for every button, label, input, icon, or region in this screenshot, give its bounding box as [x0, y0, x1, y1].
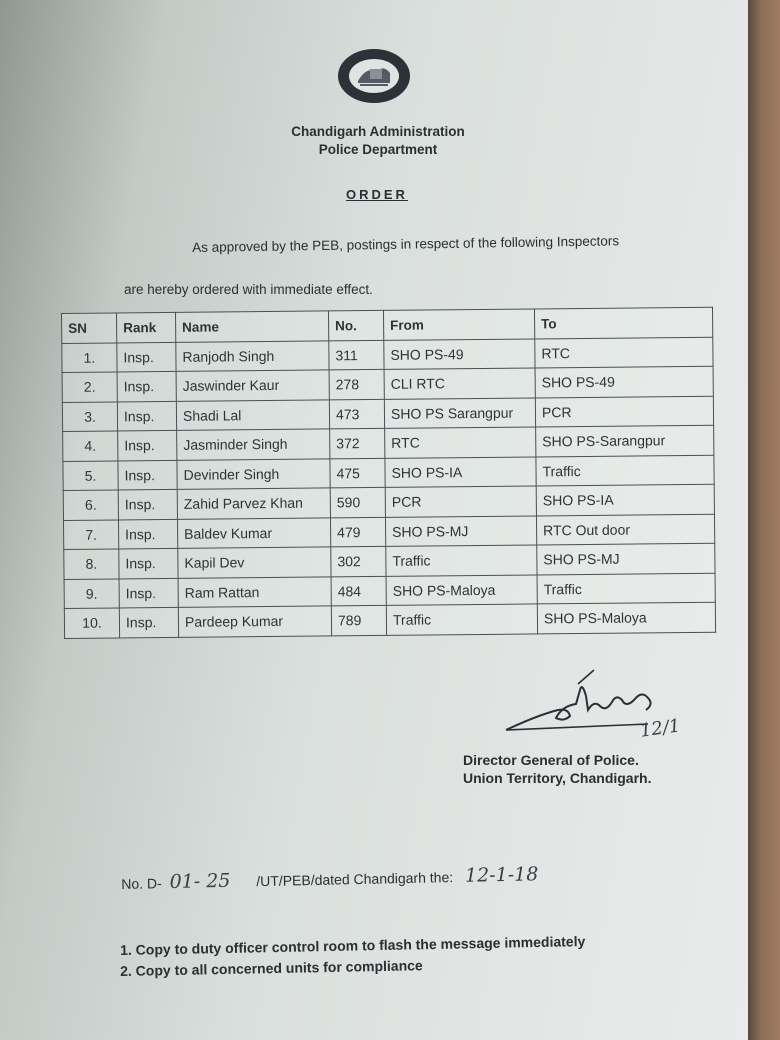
cell-sn: 10.: [64, 608, 119, 638]
cell-rank: Insp.: [118, 430, 177, 460]
cell-name: Shadi Lal: [176, 399, 329, 430]
cell-to: RTC: [535, 337, 713, 368]
cell-from: Traffic: [386, 545, 537, 576]
header-line-department: Police Department: [318, 142, 438, 157]
cell-to: Traffic: [537, 573, 715, 604]
cell-number: 475: [330, 458, 385, 488]
cell-sn: 2.: [62, 372, 117, 402]
cell-rank: Insp.: [118, 489, 177, 519]
cell-number: 789: [331, 605, 386, 635]
cell-to: SHO PS-49: [535, 366, 713, 397]
signature-date: 12/1: [638, 715, 682, 742]
reference-number: 01- 25: [169, 869, 231, 893]
column-header-to: To: [534, 307, 712, 338]
cell-to: RTC Out door: [536, 514, 714, 545]
signatory-designation: Director General of Police.: [463, 752, 639, 768]
desk-background: [748, 0, 780, 1040]
reference-date: 12-1-18: [464, 863, 539, 887]
cell-sn: 9.: [64, 578, 119, 608]
cell-rank: Insp.: [118, 519, 177, 549]
document-title: ORDER: [346, 187, 408, 202]
cell-name: Ram Rattan: [178, 576, 331, 607]
cell-from: CLI RTC: [384, 368, 535, 399]
cell-sn: 4.: [63, 431, 118, 461]
cell-from: PCR: [385, 486, 536, 517]
cell-from: SHO PS-49: [384, 338, 535, 369]
cell-to: SHO PS-MJ: [537, 543, 715, 574]
cell-sn: 3.: [62, 401, 117, 431]
cell-number: 590: [330, 487, 385, 517]
cell-name: Jasminder Singh: [177, 429, 330, 460]
cell-from: SHO PS-IA: [385, 456, 536, 487]
cell-from: Traffic: [386, 604, 537, 635]
column-header-number: No.: [328, 310, 383, 340]
cell-rank: Insp.: [117, 371, 176, 401]
cell-from: SHO PS-MJ: [385, 515, 536, 546]
cell-to: Traffic: [536, 455, 714, 486]
cell-sn: 5.: [63, 460, 118, 490]
cell-number: 311: [329, 340, 384, 370]
cell-rank: Insp.: [117, 401, 176, 431]
column-header-from: From: [383, 309, 534, 340]
cell-number: 479: [330, 517, 385, 547]
body-paragraph-line-1: As approved by the PEB, postings in respect of the following Inspectors: [192, 233, 620, 255]
cell-rank: Insp.: [119, 578, 178, 608]
column-header-sn: SN: [62, 313, 117, 343]
police-emblem-logo: [336, 47, 412, 105]
cell-rank: Insp.: [117, 342, 176, 372]
copy-instruction-1: 1. Copy to duty officer control room to flash the message immediately: [120, 933, 586, 958]
cell-name: Kapil Dev: [178, 547, 331, 578]
copy-instruction-2: 2. Copy to all concerned units for compliance: [120, 957, 423, 979]
cell-number: 473: [329, 399, 384, 429]
cell-name: Jaswinder Kaur: [176, 370, 329, 401]
cell-number: 484: [331, 576, 386, 606]
cell-rank: Insp.: [119, 548, 178, 578]
cell-name: Zahid Parvez Khan: [177, 488, 330, 519]
body-paragraph-line-2: are hereby ordered with immediate effect.: [124, 282, 373, 297]
cell-from: RTC: [385, 427, 536, 458]
cell-name: Pardeep Kumar: [178, 606, 331, 637]
cell-to: SHO PS-Sarangpur: [536, 425, 714, 456]
cell-to: PCR: [535, 396, 713, 427]
cell-sn: 6.: [63, 490, 118, 520]
cell-from: SHO PS-Maloya: [386, 574, 537, 605]
signatory-office: Union Territory, Chandigarh.: [463, 770, 652, 786]
cell-name: Baldev Kumar: [177, 517, 330, 548]
postings-table: [61, 307, 716, 639]
cell-to: SHO PS-IA: [536, 484, 714, 515]
cell-number: 302: [331, 546, 386, 576]
cell-to: SHO PS-Maloya: [537, 602, 715, 633]
cell-rank: Insp.: [118, 460, 177, 490]
cell-name: Ranjodh Singh: [176, 340, 329, 371]
cell-number: 278: [329, 369, 384, 399]
reference-prefix: No. D-: [121, 875, 162, 892]
header-line-administration: Chandigarh Administration: [291, 124, 465, 139]
cell-rank: Insp.: [119, 607, 178, 637]
column-header-rank: Rank: [117, 312, 176, 342]
reference-dated-text: /UT/PEB/dated Chandigarh the:: [256, 869, 454, 890]
cell-from: SHO PS Sarangpur: [384, 397, 535, 428]
table-row: [64, 602, 715, 638]
cell-name: Devinder Singh: [177, 458, 330, 489]
cell-number: 372: [330, 428, 385, 458]
cell-sn: 7.: [63, 519, 118, 549]
cell-sn: 8.: [64, 549, 119, 579]
cell-sn: 1.: [62, 342, 117, 372]
column-header-name: Name: [175, 311, 328, 342]
